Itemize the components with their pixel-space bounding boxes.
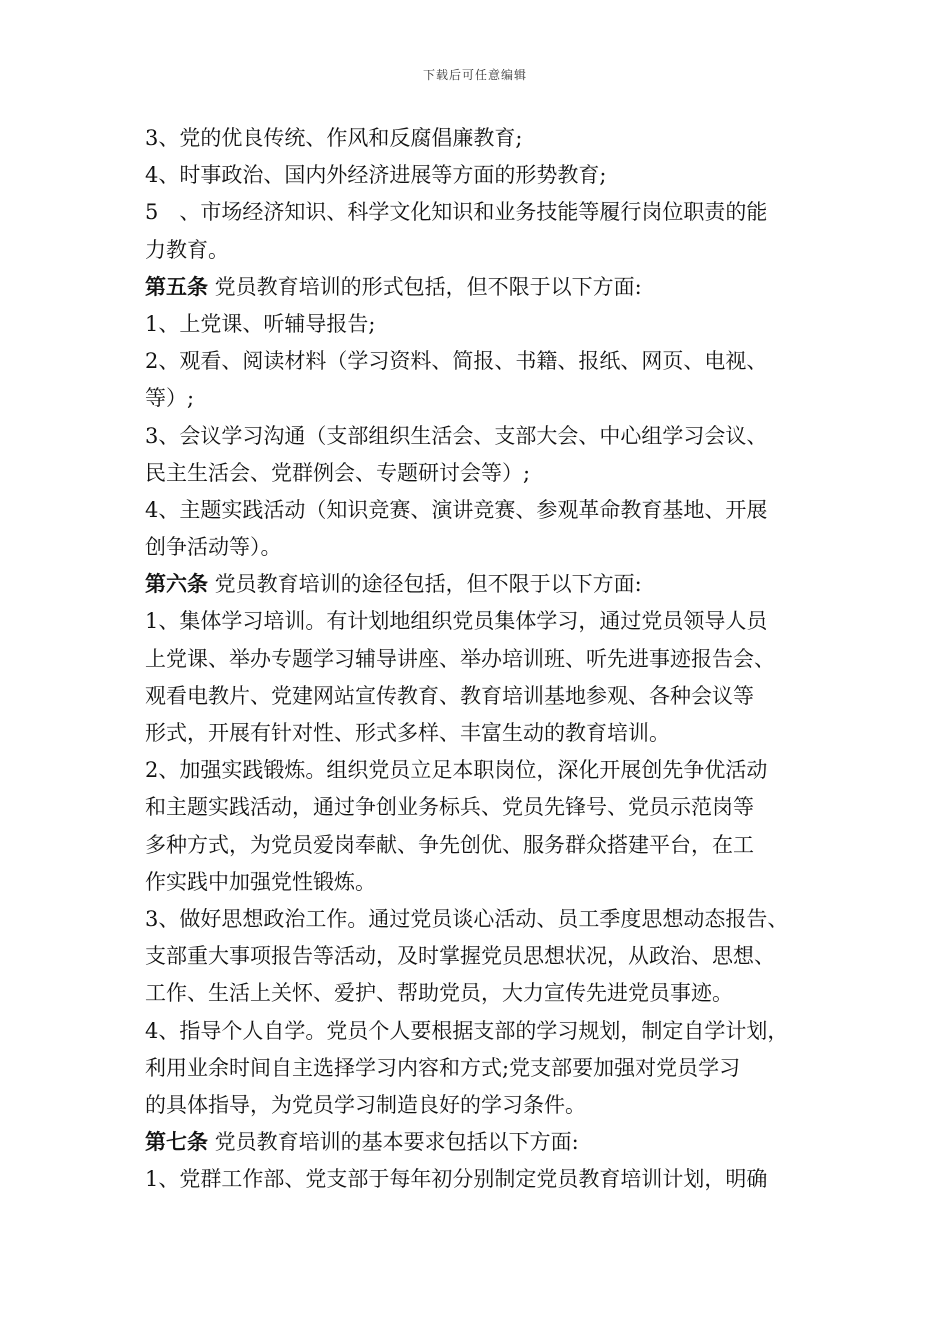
text-line xyxy=(145,1050,815,1087)
line-text: 等）; xyxy=(145,386,195,411)
line-text: 党员教育培训的基本要求包括以下方面: xyxy=(208,1130,579,1155)
line-text: 4、时事政治、国内外经济进展等方面的形势教育; xyxy=(145,163,607,188)
text-line xyxy=(145,975,815,1012)
text-line xyxy=(145,380,815,417)
line-text: 形式，开展有针对性、形式多样、丰富生动的教育培训。 xyxy=(145,721,670,745)
document-body xyxy=(145,120,815,1198)
line-text: 多种方式，为党员爱岗奉献、争先创优、服务群众搭建平台，在工 xyxy=(145,832,754,857)
text-line xyxy=(145,901,815,938)
text-line xyxy=(145,789,815,826)
text-line xyxy=(145,529,815,566)
article-heading: 第七条 xyxy=(145,1130,208,1155)
line-text: 1、上党课、听辅导报告; xyxy=(145,311,376,336)
text-line xyxy=(145,343,815,380)
text-line xyxy=(145,232,815,269)
text-line xyxy=(145,306,815,343)
line-text: 2、加强实践锻炼。组织党员立足本职岗位，深化开展创先争优活动 xyxy=(145,758,768,783)
line-text: 党员教育培训的形式包括，但不限于以下方面: xyxy=(208,274,642,299)
line-text: 力教育。 xyxy=(145,237,229,262)
text-line xyxy=(145,418,815,455)
text-line xyxy=(145,455,815,492)
text-line xyxy=(145,938,815,975)
line-text: 和主题实践活动，通过争创业务标兵、党员先锋号、党员示范岗等 xyxy=(145,795,754,820)
line-text: 2、观看、阅读材料（学习资料、简报、书籍、报纸、网页、电视、 xyxy=(145,349,768,374)
text-line xyxy=(145,194,815,231)
line-text: 1、党群工作部、党支部于每年初分别制定党员教育培训计划，明确 xyxy=(145,1167,768,1192)
text-line xyxy=(145,1013,815,1050)
line-text: 上党课、举办专题学习辅导讲座、举办培训班、听先进事迹报告会、 xyxy=(145,646,775,671)
text-line xyxy=(145,678,815,715)
text-line xyxy=(145,864,815,901)
text-line xyxy=(145,492,815,529)
text-line xyxy=(145,1087,815,1124)
line-text: 作实践中加强党性锻炼。 xyxy=(145,869,376,894)
line-text: 3、会议学习沟通（支部组织生活会、支部大会、中心组学习会议、 xyxy=(145,423,768,448)
line-text: 利用业余时间自主选择学习内容和方式;党支部要加强对党员学习 xyxy=(145,1055,741,1080)
text-line xyxy=(145,641,815,678)
line-text: 3、做好思想政治工作。通过党员谈心活动、员工季度思想动态报告、 xyxy=(145,906,789,931)
line-text: 4、指导个人自学。党员个人要根据支部的学习规划，制定自学计划， xyxy=(145,1018,789,1043)
text-line xyxy=(145,1161,815,1198)
text-line xyxy=(145,566,815,603)
line-text: 工作、生活上关怀、爱护、帮助党员，大力宣传先进党员事迹。 xyxy=(145,981,733,1006)
text-line xyxy=(145,269,815,306)
line-text: 5 、市场经济知识、科学文化知识和业务技能等履行岗位职责的能 xyxy=(145,200,768,225)
line-text: 3、党的优良传统、作风和反腐倡廉教育; xyxy=(145,126,523,150)
line-text: 1、集体学习培训。有计划地组织党员集体学习，通过党员领导人员 xyxy=(145,609,768,634)
article-heading: 第六条 xyxy=(145,572,208,597)
text-line xyxy=(145,1124,815,1161)
text-line xyxy=(145,752,815,789)
text-line xyxy=(145,715,815,752)
text-line xyxy=(145,827,815,864)
line-text: 的具体指导，为党员学习制造良好的学习条件。 xyxy=(145,1092,586,1117)
text-line xyxy=(145,157,815,194)
page-header: 下载后可任意编辑 xyxy=(422,68,527,82)
line-text: 创争活动等）。 xyxy=(145,535,282,560)
text-line xyxy=(145,603,815,640)
line-text: 观看电教片、党建网站宣传教育、教育培训基地参观、各种会议等 xyxy=(145,683,754,708)
line-text: 支部重大事项报告等活动，及时掌握党员思想状况，从政治、思想、 xyxy=(145,944,775,969)
line-text: 4、主题实践活动（知识竞赛、演讲竞赛、参观革命教育基地、开展 xyxy=(145,497,768,522)
line-text: 党员教育培训的途径包括，但不限于以下方面: xyxy=(208,572,642,597)
line-text: 民主生活会、党群例会、专题研讨会等）; xyxy=(145,460,531,485)
text-line xyxy=(145,120,815,157)
article-heading: 第五条 xyxy=(145,274,208,299)
